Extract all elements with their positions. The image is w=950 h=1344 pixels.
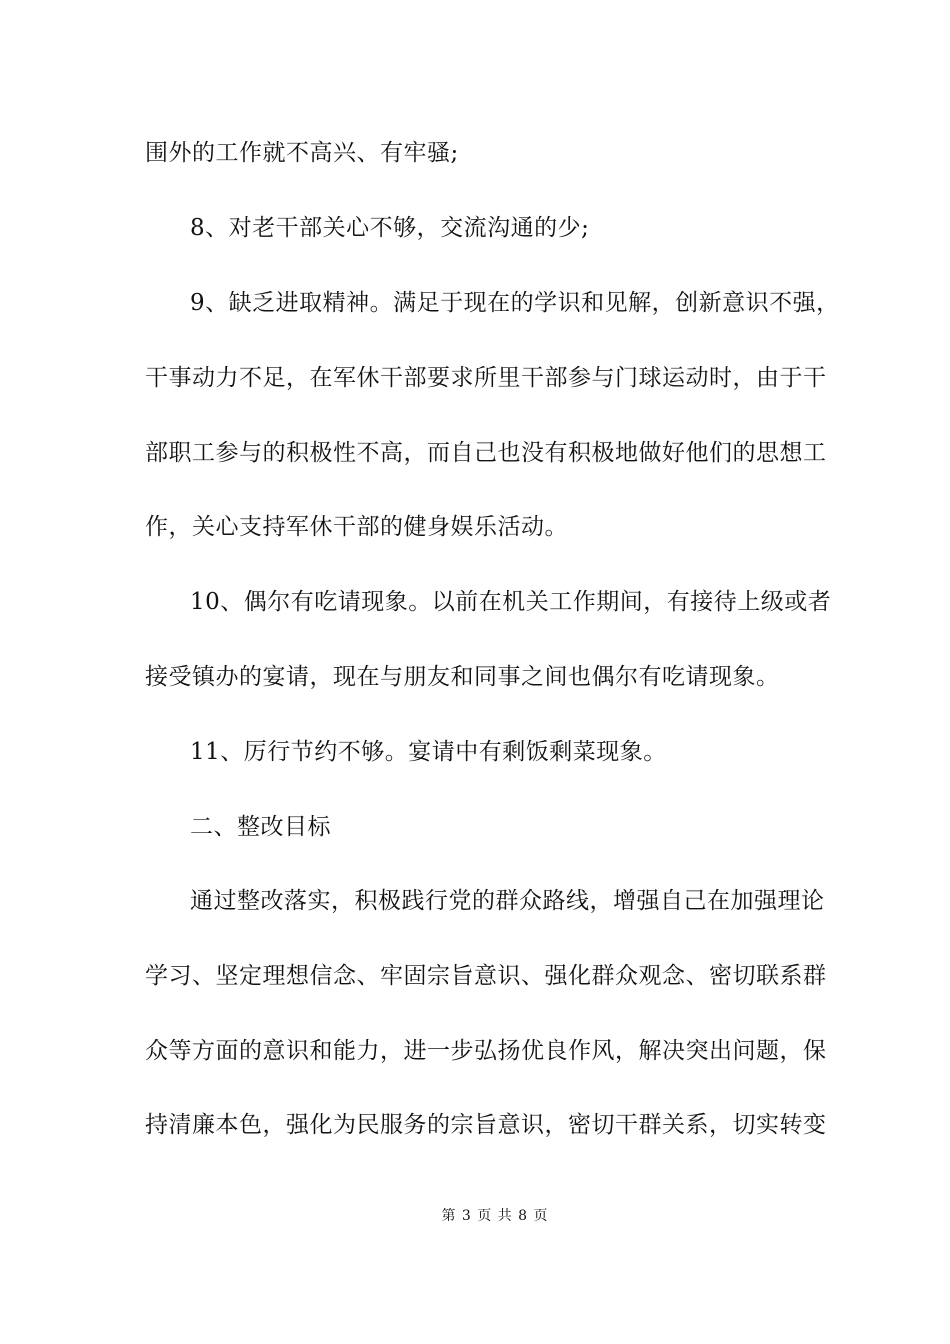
text-line: 9、缺乏进取精神。满足于现在的学识和见解，创新意识不强，: [190, 290, 840, 316]
text-line: 通过整改落实，积极践行党的群众路线，增强自己在加强理论: [190, 888, 825, 914]
text-line: 10、偶尔有吃请现象。以前在机关工作期间，有接待上级或者: [190, 589, 832, 615]
text-line: 8、对老干部关心不够，交流沟通的少;: [190, 215, 590, 241]
text-line: 学习、坚定理想信念、牢固宗旨意识、强化群众观念、密切联系群: [145, 963, 827, 989]
text-line: 部职工参与的积极性不高，而自己也没有积极地做好他们的思想工: [145, 440, 827, 466]
text-line: 众等方面的意识和能力，进一步弘扬优良作风，解决突出问题，保: [145, 1038, 827, 1064]
text-line: 11、厉行节约不够。宴请中有剩饭剩菜现象。: [190, 739, 667, 765]
section-heading: 二、整改目标: [190, 814, 331, 840]
text-line: 作，关心支持军休干部的健身娱乐活动。: [145, 514, 568, 540]
text-line: 围外的工作就不高兴、有牢骚;: [145, 140, 459, 166]
text-line: 干事动力不足，在军休干部要求所里干部参与门球运动时，由于干: [145, 365, 827, 391]
text-line: 持清廉本色，强化为民服务的宗旨意识，密切干群关系，切实转变: [145, 1112, 827, 1138]
text-line: 接受镇办的宴请，现在与朋友和同事之间也偶尔有吃请现象。: [145, 664, 780, 690]
page-footer: 第 3 页 共 8 页: [441, 1208, 549, 1224]
